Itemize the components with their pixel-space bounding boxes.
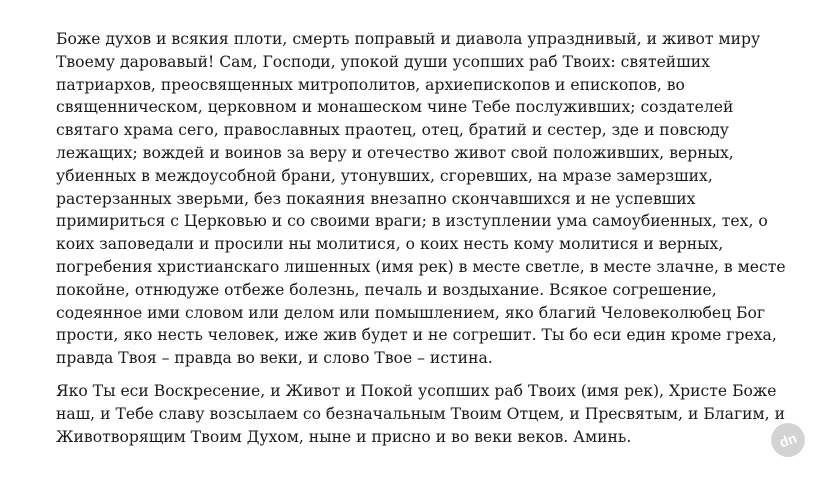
text-line: Твоему даровавый! Сам, Господи, упокой души усопших раб Твоих: святейших: [56, 52, 710, 71]
paragraph-2: [56, 380, 785, 448]
text-line: покойне, отнюдуже отбеже болезнь, печаль и воздыхание. Всякое согрешение,: [56, 280, 717, 299]
paragraph-spacer: [56, 370, 782, 380]
text-line: прости, яко несть человек, иже жив будет и не согрешит. Ты бо еси един кроме греха,: [56, 326, 777, 345]
text-line: Животворящим Твоим Духом, ныне и присно и во веки веков. Аминь.: [56, 427, 632, 446]
prayer-text: [56, 28, 786, 448]
paragraph-1: [56, 28, 786, 370]
text-line: Яко Ты еси Воскресение, и Живот и Покой усопших раб Твоих (имя рек), Христе Боже: [56, 381, 777, 400]
text-line: наш, и Тебе славу возсылаем со безначальным Твоим Отцем, и Пресвятым, и Благим, и: [56, 404, 785, 423]
text-line: убиенных в междоусобной брани, утонувших, сгоревших, на мразе замерзших,: [56, 166, 713, 185]
text-line: священническом, церковном и монашеском чине Тебе послуживших; создателей: [56, 98, 734, 117]
dn-logo-icon: [771, 423, 805, 457]
text-line: Боже духов и всякия плоти, смерть поправый и диавола упразднивый, и живот миру: [56, 30, 761, 48]
text-line: погребения христианскаго лишенных (имя рек) в месте светле, в месте злачне, в месте: [56, 257, 786, 276]
text-line: лежащих; вождей и воинов за веру и отечество живот свой положивших, верных,: [56, 143, 734, 162]
svg-text:dn: dn: [777, 429, 799, 451]
dn-logo-glyph: [775, 427, 801, 453]
text-line: растерзанных зверьми, без покаяния внезапно скончавшихся и не успевших: [56, 189, 696, 208]
text-line: патриархов, преосвященных митрополитов, архиепископов и епископов, во: [56, 75, 685, 94]
text-line: правда Твоя – правда во веки, и слово Твое – истина.: [56, 349, 493, 368]
text-line: примириться с Церковью и со своими враги; в изступлении ума самоубиенных, тех, о: [56, 212, 768, 231]
text-line: содеянное ими словом или делом или помышлением, яко благий Человеколюбец Бог: [56, 303, 766, 322]
text-line: святаго храма сего, православных праотец, отец, братий и сестер, зде и повсюду: [56, 121, 729, 140]
text-line: коих заповедали и просили ны молитися, о коих несть кому молитися и верных,: [56, 235, 724, 254]
